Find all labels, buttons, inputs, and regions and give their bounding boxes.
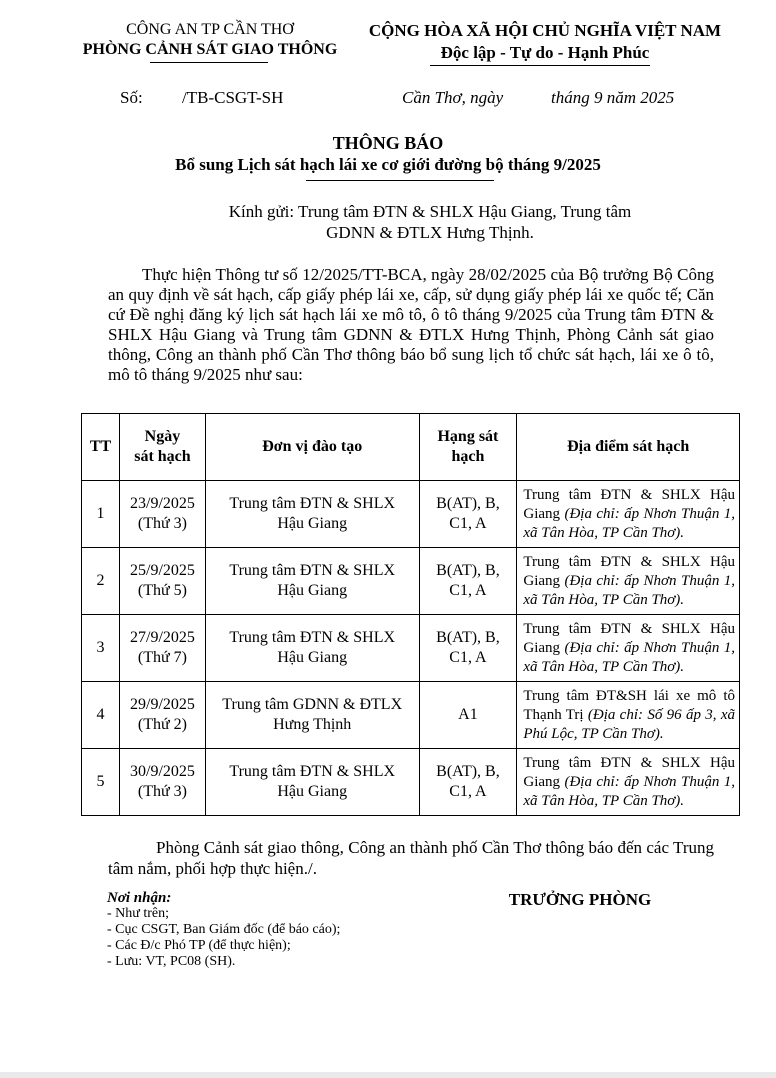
row-place	[517, 682, 740, 749]
header-date	[119, 414, 205, 481]
schedule-table	[81, 413, 740, 816]
row-unit-line-2: Hậu Giang	[277, 582, 348, 599]
row-unit	[205, 682, 419, 749]
recipient-item: - Lưu: VT, PC08 (SH).	[107, 954, 236, 969]
row-class-line-1: A1	[458, 706, 478, 723]
row-class	[419, 481, 517, 548]
row-class-line-2: C1, A	[449, 649, 487, 666]
recipients-label: Nơi nhận:	[107, 890, 172, 906]
row-unit	[205, 481, 419, 548]
doc-title: THÔNG BÁO	[332, 133, 444, 153]
row-day-value: (Thứ 7)	[137, 649, 187, 666]
row-unit	[205, 749, 419, 816]
recipients-block	[107, 890, 340, 970]
header-tt: TT	[82, 414, 120, 481]
header-class-line-1: Hạng sát	[437, 428, 499, 445]
table-row	[82, 481, 740, 548]
row-place-address: (Địa chỉ: ấp Nhơn Thuận 1, xã Tân Hòa, TP Cần Thơ).	[523, 639, 735, 675]
row-class	[419, 749, 517, 816]
recipient-item: - Các Đ/c Phó TP (để thực hiện);	[107, 938, 291, 953]
row-day-value: (Thứ 2)	[137, 716, 187, 733]
row-unit	[205, 548, 419, 615]
row-tt: 3	[82, 615, 120, 682]
doc-place-date: Cần Thơ, ngày	[402, 88, 504, 107]
row-tt: 5	[82, 749, 120, 816]
recipient-item: - Cục CSGT, Ban Giám đốc (để báo cáo);	[107, 922, 341, 937]
recipient-item: - Như trên;	[107, 906, 170, 921]
row-place-address: (Địa chỉ: ấp Nhơn Thuận 1, xã Tân Hòa, TP Cần Thơ).	[523, 572, 735, 608]
row-unit-line-1: Trung tâm ĐTN & SHLX	[229, 763, 396, 780]
row-unit-line-1: Trung tâm ĐTN & SHLX	[229, 629, 396, 646]
row-unit-line-1: Trung tâm GDNN & ĐTLX	[222, 696, 403, 713]
row-class-line-1: B(AT), B,	[436, 495, 500, 512]
row-date-value: 30/9/2025	[130, 763, 195, 780]
table-header-row	[82, 414, 740, 481]
row-place-address: (Địa chỉ: ấp Nhơn Thuận 1, xã Tân Hòa, TP Cần Thơ).	[523, 505, 735, 541]
row-date-value: 25/9/2025	[130, 562, 195, 579]
signer-title: TRƯỞNG PHÒNG	[508, 890, 652, 909]
row-place	[517, 548, 740, 615]
row-date	[119, 682, 205, 749]
department-name: PHÒNG CẢNH SÁT GIAO THÔNG	[82, 41, 338, 58]
row-date-value: 27/9/2025	[130, 629, 195, 646]
row-date	[119, 615, 205, 682]
row-unit-line-2: Hưng Thịnh	[273, 716, 352, 733]
row-class-line-1: B(AT), B,	[436, 562, 500, 579]
row-unit-line-2: Hậu Giang	[277, 649, 348, 666]
row-place-address: (Địa chỉ: ấp Nhơn Thuận 1, xã Tân Hòa, TP Cần Thơ).	[523, 773, 735, 809]
recipient-line-2: GDNN & ĐTLX Hưng Thịnh.	[326, 223, 534, 242]
row-day-value: (Thứ 5)	[137, 582, 187, 599]
motto-underline	[430, 65, 650, 66]
row-place-name: Trung tâm ĐTN & SHLX Hậu Giang	[523, 486, 735, 522]
header-place: Địa điểm sát hạch	[517, 414, 740, 481]
row-place-address: (Địa chỉ: Số 96 ấp 3, xã Phú Lộc, TP Cần Thơ).	[523, 706, 735, 742]
title-underline	[306, 180, 494, 181]
nation-name: CỘNG HÒA XÃ HỘI CHỦ NGHĨA VIỆT NAM	[368, 21, 722, 40]
row-place	[517, 749, 740, 816]
row-date	[119, 481, 205, 548]
agency-underline	[150, 62, 268, 63]
header-class-line-2: hạch	[451, 448, 485, 465]
closing-paragraph: Phòng Cảnh sát giao thông, Công an thành phố Cần Thơ thông báo đến các Trung tâm nắm, phối hợp thực hiện./.	[108, 838, 714, 878]
row-tt: 2	[82, 548, 120, 615]
table-row	[82, 615, 740, 682]
row-tt: 1	[82, 481, 120, 548]
row-unit-line-1: Trung tâm ĐTN & SHLX	[229, 562, 396, 579]
header-class	[419, 414, 517, 481]
row-tt: 4	[82, 682, 120, 749]
row-day-value: (Thứ 3)	[137, 515, 187, 532]
row-class-line-2: C1, A	[449, 515, 487, 532]
agency-header	[60, 20, 360, 60]
recipient-block	[200, 201, 660, 243]
row-class-line-2: C1, A	[449, 783, 487, 800]
body-paragraph: Thực hiện Thông tư số 12/2025/TT-BCA, ngày 28/02/2025 của Bộ trưởng Bộ Công an quy định về sát hạch, cấp giấy phép lái xe, cấp, sử dụng giấy phép lái xe quốc tế; Căn cứ Đề nghị đăng ký lịch sát hạch lái xe mô tô, ô tô tháng 9/2025 của Trung tâm ĐTN & SHLX Hậu Giang và Trung tâm GDNN & ĐTLX Hưng Thịnh, Phòng Cảnh sát giao thông, Công an thành phố Cần Thơ thông báo bổ sung lịch tổ chức sát hạch, lái xe ô tô, mô tô tháng 9/2025 như sau:	[108, 265, 714, 384]
row-date-value: 29/9/2025	[130, 696, 195, 713]
doc-number-code: /TB-CSGT-SH	[182, 88, 284, 107]
national-header	[355, 20, 735, 64]
recipient-line-1: Kính gửi: Trung tâm ĐTN & SHLX Hậu Giang, Trung tâm	[228, 202, 632, 221]
row-class	[419, 682, 517, 749]
row-place-name: Trung tâm ĐTN & SHLX Hậu Giang	[523, 553, 735, 589]
row-class	[419, 548, 517, 615]
row-class	[419, 615, 517, 682]
row-unit-line-2: Hậu Giang	[277, 783, 348, 800]
row-date-value: 23/9/2025	[130, 495, 195, 512]
doc-subtitle: Bổ sung Lịch sát hạch lái xe cơ giới đường bộ tháng 9/2025	[175, 155, 601, 174]
header-unit: Đơn vị đào tạo	[205, 414, 419, 481]
page-bottom-edge	[0, 1072, 776, 1078]
row-place-name: Trung tâm ĐTN & SHLX Hậu Giang	[523, 754, 735, 790]
row-place	[517, 481, 740, 548]
header-date-line-1: Ngày	[144, 428, 181, 445]
row-class-line-1: B(AT), B,	[436, 629, 500, 646]
nation-motto: Độc lập - Tự do - Hạnh Phúc	[440, 43, 650, 62]
doc-number-label: Số:	[120, 88, 143, 107]
table-row	[82, 682, 740, 749]
row-unit-line-1: Trung tâm ĐTN & SHLX	[229, 495, 396, 512]
row-place-name: Trung tâm ĐT&SH lái xe mô tô Thạnh Trị	[523, 687, 735, 723]
row-date	[119, 749, 205, 816]
row-place-name: Trung tâm ĐTN & SHLX Hậu Giang	[523, 620, 735, 656]
row-place	[517, 615, 740, 682]
row-unit	[205, 615, 419, 682]
doc-month-year: tháng 9 năm 2025	[551, 88, 675, 107]
row-class-line-2: C1, A	[449, 582, 487, 599]
agency-name: CÔNG AN TP CẦN THƠ	[126, 21, 294, 38]
row-class-line-1: B(AT), B,	[436, 763, 500, 780]
header-date-line-2: sát hạch	[134, 448, 191, 465]
row-day-value: (Thứ 3)	[137, 783, 187, 800]
table-row	[82, 548, 740, 615]
row-unit-line-2: Hậu Giang	[277, 515, 348, 532]
row-date	[119, 548, 205, 615]
table-row	[82, 749, 740, 816]
